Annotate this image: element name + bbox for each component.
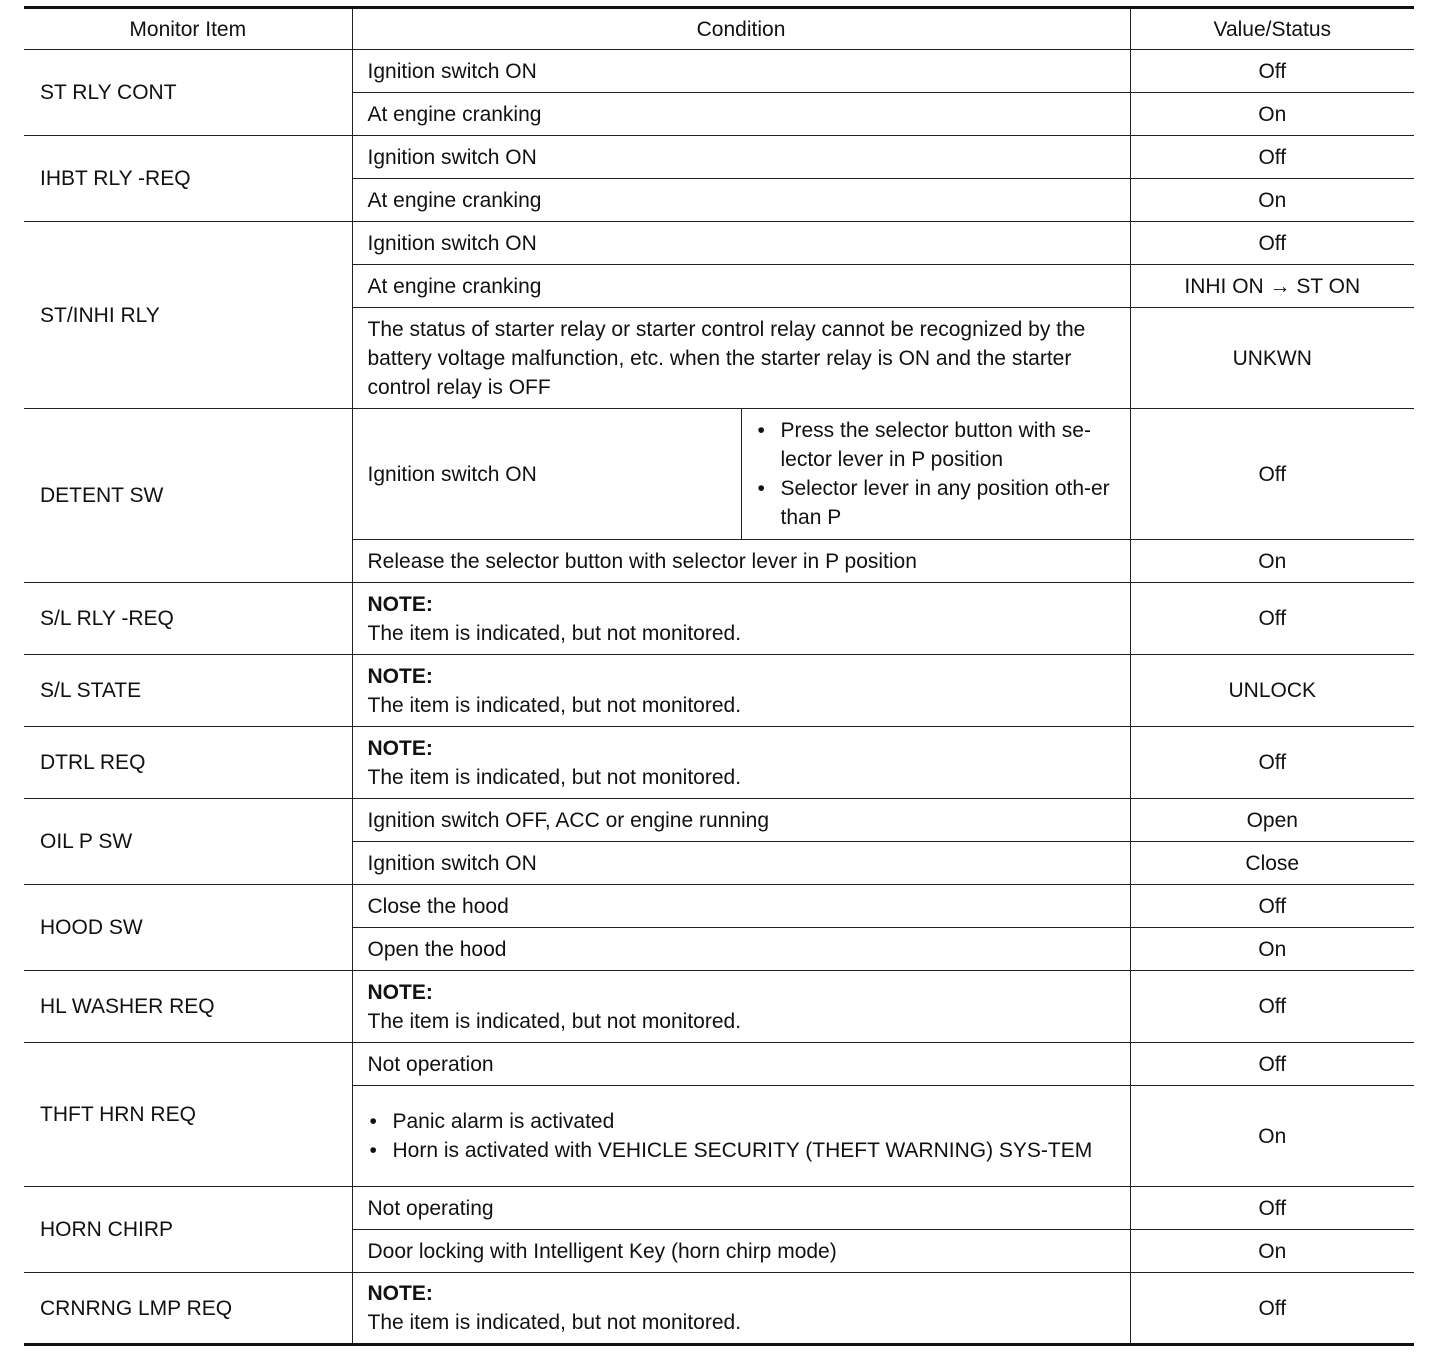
value-cell: Off [1130, 222, 1414, 265]
condition-cell: At engine cranking [352, 93, 1130, 136]
condition-cell: Open the hood [352, 928, 1130, 971]
condition-cell: At engine cranking [352, 179, 1130, 222]
note-label: NOTE: [367, 1282, 433, 1305]
note-text: The item is indicated, but not monitored. [367, 1009, 742, 1033]
monitor-item: OIL P SW [24, 799, 352, 885]
value-cell: Off [1130, 1043, 1414, 1086]
monitor-item: ST RLY CONT [24, 50, 352, 136]
note-cell [352, 727, 1130, 799]
header-value-status: Value/Status [1130, 8, 1414, 50]
condition-cell: The status of starter relay or starter control relay cannot be recognized by the battery voltage malfunction, etc. when the starter relay is ON and the starter control relay is OFF [352, 308, 1130, 409]
monitor-item-table [24, 6, 1414, 1346]
value-cell: Close [1130, 842, 1414, 885]
bullet-list [368, 1107, 1115, 1165]
bullet-item: • Horn is activated with VEHICLE SECURITY (THEFT WARNING) SYS-TEM [368, 1136, 1115, 1165]
value-cell: Off [1130, 885, 1414, 928]
table-row [24, 655, 1414, 727]
bullet-item: • Press the selector button with se-lector lever in P position [756, 416, 1120, 474]
note-label: NOTE: [367, 592, 433, 616]
monitor-item: CRNRNG LMP REQ [24, 1273, 352, 1345]
note-text: The item is indicated, but not monitored. [367, 621, 742, 645]
table-row [24, 409, 1414, 540]
value-cell: On [1130, 179, 1414, 222]
value-cell: Off [1130, 409, 1414, 540]
table-row [24, 885, 1414, 928]
note-cell [352, 971, 1130, 1043]
value-cell: Off [1130, 583, 1414, 655]
table-row [24, 1273, 1414, 1345]
bullet-item: • Panic alarm is activated [368, 1107, 1115, 1136]
header-condition: Condition [352, 8, 1130, 50]
header-monitor-item: Monitor Item [24, 8, 352, 50]
monitor-item: IHBT RLY -REQ [24, 136, 352, 222]
condition-cell: Not operation [352, 1043, 1130, 1086]
table-row [24, 1187, 1414, 1230]
condition-cell: Close the hood [352, 885, 1130, 928]
note-text: The item is indicated, but not monitored. [367, 1311, 742, 1334]
monitor-item: ST/INHI RLY [24, 222, 352, 409]
value-cell: On [1130, 928, 1414, 971]
table-row [24, 727, 1414, 799]
note-cell [352, 655, 1130, 727]
note-text: The item is indicated, but not monitored. [367, 765, 742, 789]
condition-cell: Ignition switch OFF, ACC or engine running [352, 799, 1130, 842]
condition-cell: Not operating [352, 1187, 1130, 1230]
condition-cell: At engine cranking [352, 265, 1130, 308]
bullet-list [756, 416, 1120, 532]
value-cell: Off [1130, 136, 1414, 179]
condition-cell: Ignition switch ON [352, 409, 741, 540]
monitor-item: S/L RLY -REQ [24, 583, 352, 655]
value-cell: UNLOCK [1130, 655, 1414, 727]
value-cell: INHI ON → ST ON [1130, 265, 1414, 308]
table-row [24, 222, 1414, 265]
value-cell: Off [1130, 971, 1414, 1043]
value-cell: Off [1130, 727, 1414, 799]
condition-cell: Ignition switch ON [352, 222, 1130, 265]
value-cell: Off [1130, 1273, 1414, 1345]
monitor-item: S/L STATE [24, 655, 352, 727]
condition-cell: Ignition switch ON [352, 50, 1130, 93]
condition-cell [352, 1086, 1130, 1187]
note-text: The item is indicated, but not monitored. [367, 693, 742, 717]
value-cell: Off [1130, 1187, 1414, 1230]
value-cell: On [1130, 1230, 1414, 1273]
value-cell: Open [1130, 799, 1414, 842]
table-row [24, 50, 1414, 93]
monitor-item: DETENT SW [24, 409, 352, 583]
table-row [24, 799, 1414, 842]
table-row [24, 1043, 1414, 1086]
table-row [24, 971, 1414, 1043]
note-cell [352, 583, 1130, 655]
note-label: NOTE: [367, 980, 433, 1004]
value-cell: On [1130, 540, 1414, 583]
note-label: NOTE: [367, 664, 433, 688]
note-label: NOTE: [367, 736, 433, 760]
table-row [24, 136, 1414, 179]
value-cell: On [1130, 1086, 1414, 1187]
condition-cell: Ignition switch ON [352, 842, 1130, 885]
table-header-row [24, 8, 1414, 50]
bullet-item: • Selector lever in any position oth-er than P [756, 474, 1120, 532]
monitor-item: HOOD SW [24, 885, 352, 971]
condition-cell: Release the selector button with selector lever in P position [352, 540, 1130, 583]
monitor-item: THFT HRN REQ [24, 1043, 352, 1187]
condition-cell: Ignition switch ON [352, 136, 1130, 179]
condition-cell: Door locking with Intelligent Key (horn chirp mode) [352, 1230, 1130, 1273]
table-row [24, 583, 1414, 655]
value-cell: UNKWN [1130, 308, 1414, 409]
sub-condition-cell [741, 409, 1130, 540]
value-cell: Off [1130, 50, 1414, 93]
monitor-item: HORN CHIRP [24, 1187, 352, 1273]
note-cell [352, 1273, 1130, 1345]
value-cell: On [1130, 93, 1414, 136]
monitor-item: DTRL REQ [24, 727, 352, 799]
monitor-item: HL WASHER REQ [24, 971, 352, 1043]
